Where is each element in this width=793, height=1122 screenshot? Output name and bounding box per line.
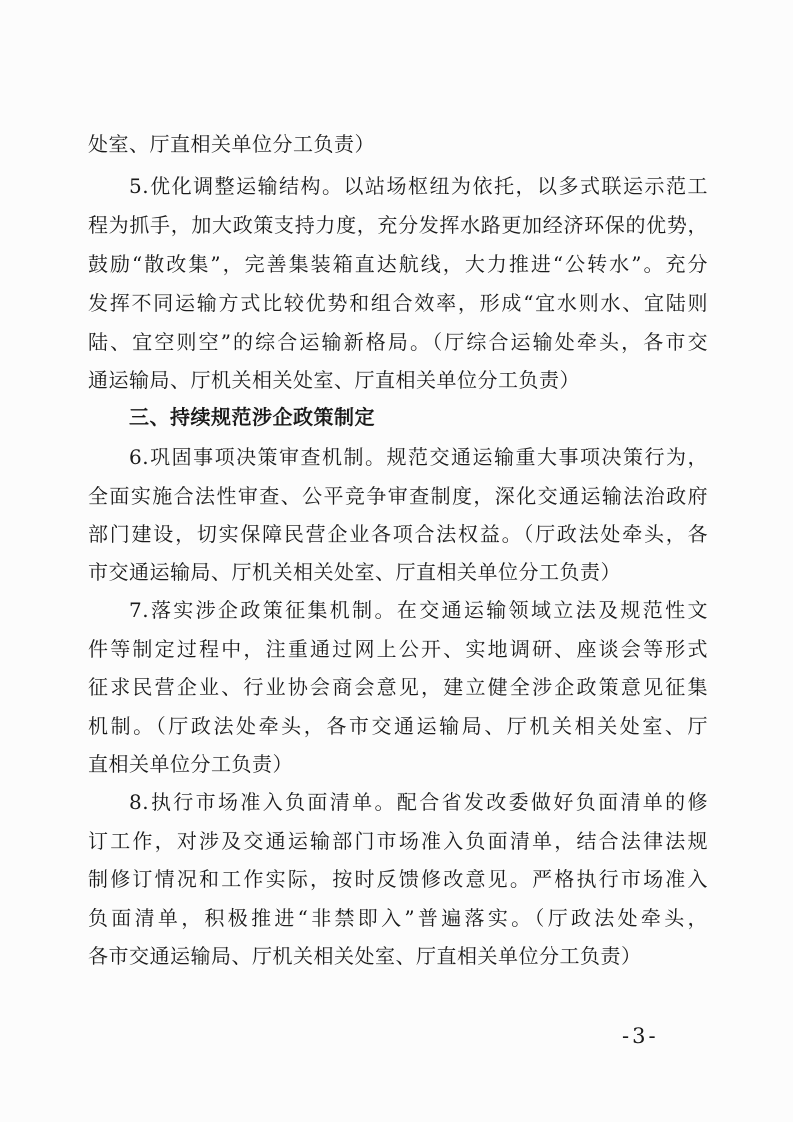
body-line: 订工作，对涉及交通运输部门市场准入负面清单，结合法律法规 xyxy=(88,829,708,853)
body-line: 制修订情况和工作实际，按时反馈修改意见。严格执行市场准入 xyxy=(88,867,708,891)
item-8-title-line: 8.执行市场准入负面清单。配合省发改委做好负面清单的修 xyxy=(129,790,708,814)
body-line: 通运输局、厅机关相关处室、厅直相关单位分工负责） xyxy=(88,368,580,392)
body-line: 部门建设，切实保障民营企业各项合法权益。（厅政法处牵头，各 xyxy=(88,522,708,546)
body-line: 发挥不同运输方式比较优势和组合效率，形成“宜水则水、宜陆则 xyxy=(88,291,708,315)
body-line: 各市交通运输局、厅机关相关处室、厅直相关单位分工负责） xyxy=(88,944,642,968)
item-6-title-line: 6.巩固事项决策审查机制。规范交通运输重大事项决策行为， xyxy=(129,445,708,469)
body-line: 陆、宜空则空”的综合运输新格局。（厅综合运输处牵头，各市交 xyxy=(88,330,708,354)
item-5-title-line: 5.优化调整运输结构。以站场枢纽为依托，以多式联运示范工 xyxy=(129,174,708,198)
body-line: 负面清单，积极推进“非禁即入”普遍落实。（厅政法处牵头， xyxy=(88,906,708,930)
body-line: 市交通运输局、厅机关相关处室、厅直相关单位分工负责） xyxy=(88,560,621,584)
body-line: 鼓励“散改集”，完善集装箱直达航线，大力推进“公转水”。充分 xyxy=(88,252,708,276)
body-line: 程为抓手，加大政策支持力度，充分发挥水路更加经济环保的优势， xyxy=(88,213,708,237)
body-line: 件等制定过程中，注重通过网上公开、实地调研、座谈会等形式 xyxy=(88,637,708,661)
body-line: 机制。（厅政法处牵头，各市交通运输局、厅机关相关处室、厅 xyxy=(88,714,708,738)
body-line: 处室、厅直相关单位分工负责） xyxy=(88,132,375,156)
body-line: 全面实施合法性审查、公平竞争审查制度，深化交通运输法治政府 xyxy=(88,484,708,508)
section-heading: 三、持续规范涉企政策制定 xyxy=(129,405,375,429)
item-7-title-line: 7.落实涉企政策征集机制。在交通运输领域立法及规范性文 xyxy=(129,598,708,622)
body-line: 直相关单位分工负责） xyxy=(88,752,293,776)
page-number: -3- xyxy=(622,1024,659,1048)
body-line: 征求民营企业、行业协会商会意见，建立健全涉企政策意见征集 xyxy=(88,675,708,699)
